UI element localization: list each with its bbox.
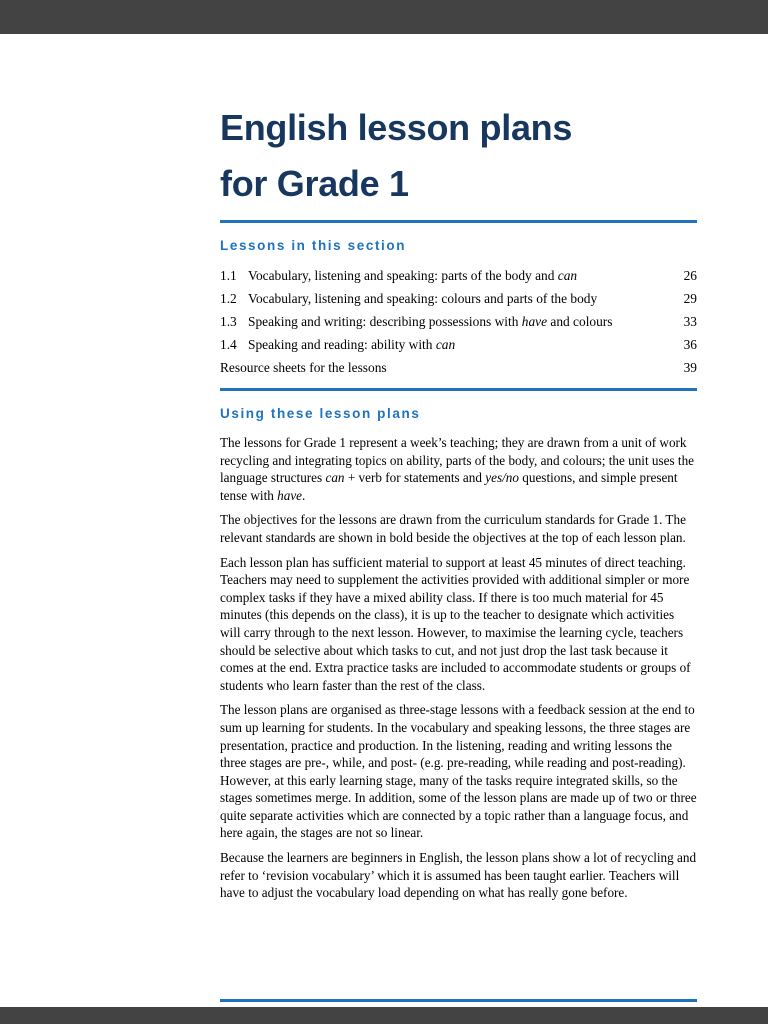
title-line-1: English lesson plans (220, 107, 573, 148)
toc-item (220, 310, 697, 333)
italic-text-run: can (325, 470, 345, 486)
italic-text-run: yes/no (485, 470, 519, 486)
document-page (0, 34, 768, 1007)
toc-item-page: 29 (683, 291, 697, 306)
body-paragraph (220, 511, 697, 546)
text-run: and colours (547, 314, 613, 329)
toc-item (220, 356, 697, 379)
section-heading: Using these lesson plans (220, 406, 421, 421)
toc-item (220, 333, 697, 356)
text-run: Because the learners are beginners in English, the lesson plans show a lot of recycling and refer to ‘revision vocabulary’ which it is assumed has been taught earlier. Teachers will have to adjust the vocabulary load depending on what has really gone before. (220, 850, 697, 901)
body-paragraph (220, 554, 697, 695)
body-paragraph (220, 701, 697, 842)
title-line-2: for Grade 1 (220, 163, 409, 204)
viewer-bottom-bar (0, 1007, 768, 1024)
text-run: The lessons for Grade 1 represent a week’s teaching; they are drawn from a unit of work recycling and integrating topics on ability, parts of the body, and colours; the unit uses the language structures (220, 435, 695, 486)
toc-item-number: 1.3 (220, 314, 237, 329)
text-run: Vocabulary, listening and speaking: parts of the body and (248, 268, 558, 283)
title-divider (220, 220, 697, 223)
body-text (220, 434, 697, 902)
text-run: . (302, 487, 306, 503)
text-run: Speaking and writing: describing possessions with (248, 314, 522, 329)
toc-list (220, 264, 697, 379)
toc-item-page: 36 (683, 337, 697, 352)
toc-item-page: 26 (683, 268, 697, 283)
toc-item-title (248, 313, 684, 330)
toc-item (220, 264, 697, 287)
text-run: The objectives for the lessons are drawn from the curriculum standards for Grade 1. The relevant standards are shown in bold beside the objectives at the top of each lesson plan. (220, 512, 686, 545)
toc-item-title (220, 359, 684, 376)
italic-text-run: can (557, 268, 578, 283)
text-run: Speaking and reading: ability with (248, 337, 436, 352)
italic-text-run: have (277, 487, 303, 503)
toc-item-title (248, 336, 684, 353)
italic-text-run: have (521, 314, 548, 329)
body-paragraph (220, 849, 697, 902)
footer-divider (220, 999, 697, 1002)
toc-item-number: 1.2 (220, 291, 237, 306)
toc-item-page: 33 (683, 314, 697, 329)
toc-item-title (248, 267, 684, 284)
document-title (220, 100, 697, 212)
toc-item-page: 39 (683, 360, 697, 375)
toc-item (220, 287, 697, 310)
toc-divider (220, 388, 697, 391)
toc-heading: Lessons in this section (220, 238, 407, 253)
toc-item-number: 1.4 (220, 337, 237, 352)
toc-item-title (248, 290, 684, 307)
italic-text-run: can (435, 337, 456, 352)
body-paragraph (220, 434, 697, 504)
text-run: Each lesson plan has sufficient material to support at least 45 minutes of direct teaching. Teachers may need to supplement the activities provided with additional simpler or more complex tasks if they have a mixed ability class. If there is too much material for 45 minutes (this depends on the class), it is up to the teacher to designate which activities will carry through to the next lesson. However, to maximise the learning cycle, teachers should be selective about which tasks to cut, and not just drop the last task because it comes at the end. Extra practice tasks are included to accommodate students or groups of students who learn faster than the rest of the class. (220, 554, 691, 693)
text-run: Vocabulary, listening and speaking: colours and parts of the body (248, 291, 598, 306)
text-run: + verb for statements and (344, 470, 486, 486)
text-run: Resource sheets for the lessons (220, 360, 387, 375)
viewer-top-bar (0, 0, 768, 34)
text-run: questions, and simple present tense with (220, 470, 678, 503)
text-run: The lesson plans are organised as three-stage lessons with a feedback session at the end to sum up learning for students. In the vocabulary and speaking lessons, the three stages are presentation, practice and production. In the listening, reading and writing lessons the three stages are pre-, while, and post- (e.g. pre-reading, while reading and post-reading). However, at this early learning stage, many of the tasks require integrated skills, so the stages sometimes merge. In addition, some of the lesson plans are made up of two or three quite separate activities which are connected by a topic rather than a language focus, and here again, the stages are not so linear. (220, 702, 697, 841)
toc-item-number: 1.1 (220, 268, 237, 283)
